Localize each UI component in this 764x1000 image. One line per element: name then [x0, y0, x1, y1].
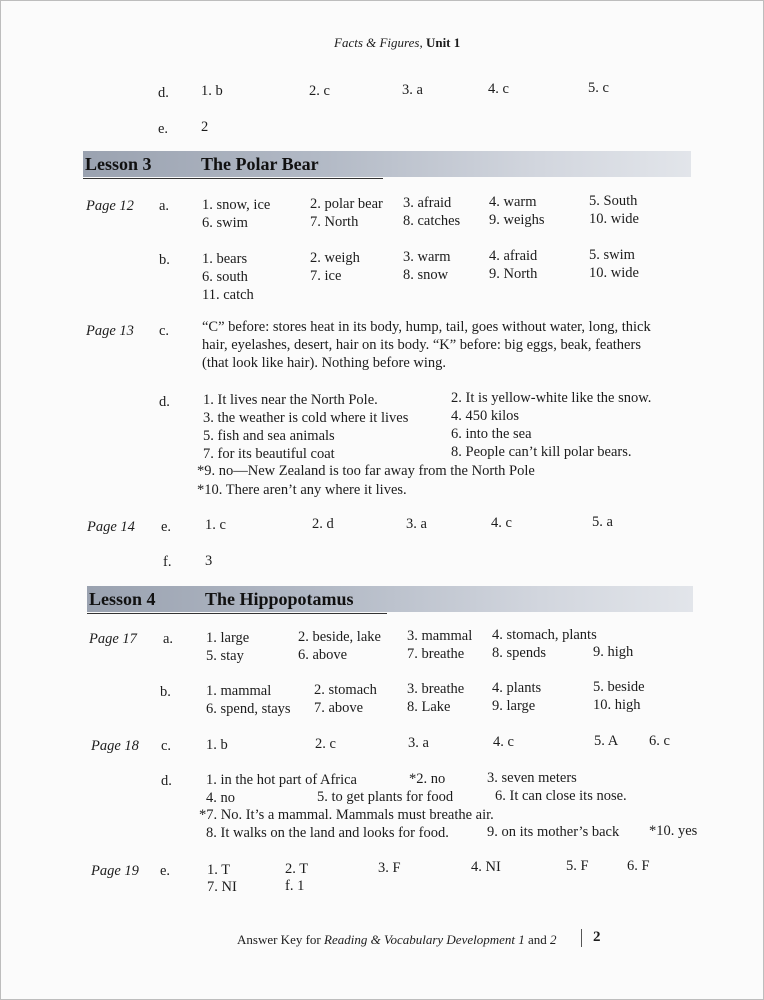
lesson-title: The Hippopotamus [205, 589, 354, 609]
answer: *10. There aren’t any where it lives. [197, 482, 407, 498]
running-header [334, 35, 460, 51]
answer: 3. breathe [407, 681, 465, 697]
footer-credit [237, 932, 557, 948]
answer: 2 [201, 119, 209, 135]
answer: 2. stomach [314, 682, 377, 698]
banner-underline [83, 178, 383, 179]
answer: 6. It can close its nose. [495, 788, 627, 804]
item-label-d: d. [159, 394, 170, 410]
answer: 2. polar bear [310, 196, 383, 212]
item-label-e: e. [160, 863, 171, 879]
page-reference: Page 12 [86, 198, 134, 214]
answer: 3. warm [403, 249, 451, 265]
answer: 6. F [627, 858, 650, 874]
item-label-b: b. [160, 684, 171, 700]
answer: 3. seven meters [487, 770, 577, 786]
item-label-a: a. [163, 631, 174, 647]
answer: 4. no [206, 790, 235, 806]
answer: *10. yes [649, 823, 698, 839]
item-label-a: a. [159, 198, 170, 214]
lesson-title: The Polar Bear [201, 154, 319, 174]
answer: 2. d [312, 516, 334, 532]
item-label-d: d. [158, 85, 169, 101]
lesson-number: Lesson 4 [89, 589, 156, 609]
item-label-f: f. [163, 554, 172, 570]
answer: 2. beside, lake [298, 629, 381, 645]
answer: 4. c [493, 734, 514, 750]
answer: 1. snow, ice [202, 197, 271, 213]
answer: 11. catch [202, 287, 254, 303]
answer: 3. mammal [407, 628, 473, 644]
answer: 6. spend, stays [206, 701, 291, 717]
answer: 8. Lake [407, 699, 451, 715]
answer: 7. NI [207, 879, 237, 895]
answer: 5. South [589, 193, 638, 209]
answer: 7. ice [310, 268, 342, 284]
answer: *9. no—New Zealand is too far away from the North Pole [197, 463, 535, 479]
answer: f. 1 [285, 878, 305, 894]
answer: 5. F [566, 858, 589, 874]
answer: 2. c [315, 736, 336, 752]
answer: 9. high [593, 644, 634, 660]
answer: 5. swim [589, 247, 635, 263]
answer: 6. above [298, 647, 348, 663]
answer: 8. spends [492, 645, 546, 661]
answer: 5. to get plants for food [317, 789, 454, 805]
answer: 3. a [402, 82, 423, 98]
lesson-number: Lesson 3 [85, 154, 152, 174]
answer: 8. People can’t kill polar bears. [451, 444, 632, 460]
item-label-c: c. [159, 323, 170, 339]
banner-underline [87, 613, 387, 614]
answer: *2. no [409, 771, 446, 787]
answer: 3. F [378, 860, 401, 876]
answer: 1. in the hot part of Africa [206, 772, 357, 788]
footer-and: and [524, 932, 551, 947]
answer: 6. south [202, 269, 248, 285]
page-reference: Page 19 [91, 863, 139, 879]
item-label-b: b. [159, 252, 170, 268]
footer-book-title: Reading & Vocabulary Development 1 [324, 932, 525, 947]
answer: 2. weigh [310, 250, 360, 266]
answer: 2. T [285, 861, 309, 877]
answer: 8. It walks on the land and looks for food. [206, 825, 449, 841]
answer: 5. beside [593, 679, 645, 695]
answer: 5. stay [206, 648, 244, 664]
item-label-d: d. [161, 773, 172, 789]
answer: 4. stomach, plants [492, 627, 597, 643]
answer: 1. b [206, 737, 228, 753]
answer: 4. c [491, 515, 512, 531]
answer: 3. afraid [403, 195, 452, 211]
answer: 8. catches [403, 213, 461, 229]
answer: 7. for its beautiful coat [203, 446, 335, 462]
answer-text-line: hair, eyelashes, desert, hair on its body. “K” before: big eggs, beak, feathers [202, 337, 641, 353]
answer: *7. No. It’s a mammal. Mammals must breathe air. [199, 807, 494, 823]
answer: 5. c [588, 80, 609, 96]
lesson-3-banner [83, 151, 691, 177]
answer: 1. It lives near the North Pole. [203, 392, 378, 408]
page-reference: Page 14 [87, 519, 135, 535]
footer-two: 2 [550, 932, 557, 947]
answer: 10. wide [589, 211, 639, 227]
page-reference: Page 13 [86, 323, 134, 339]
answer: 1. large [206, 630, 250, 646]
answer: 6. swim [202, 215, 248, 231]
answer: 7. North [310, 214, 359, 230]
item-label-e: e. [161, 519, 172, 535]
answer: 1. bears [202, 251, 248, 267]
lesson-4-banner [87, 586, 693, 612]
answer: 9. on its mother’s back [487, 824, 620, 840]
answer: 4. plants [492, 680, 542, 696]
answer: 8. snow [403, 267, 449, 283]
item-label-e: e. [158, 121, 169, 137]
page-reference: Page 18 [91, 738, 139, 754]
answer: 9. North [489, 266, 538, 282]
book-title: Facts & Figures, [334, 35, 423, 50]
answer: 4. 450 kilos [451, 408, 520, 424]
answer: 6. into the sea [451, 426, 532, 442]
answer: 2. c [309, 83, 330, 99]
item-label-c: c. [161, 738, 172, 754]
answer: 5. a [592, 514, 613, 530]
answer: 9. weighs [489, 212, 545, 228]
unit-label: Unit 1 [425, 35, 461, 50]
page-number: 2 [593, 929, 601, 945]
page-reference: Page 17 [89, 631, 137, 647]
answer: 3. a [406, 516, 427, 532]
answer: 4. afraid [489, 248, 538, 264]
answer: 3. a [408, 735, 429, 751]
answer-text-line: (that look like hair). Nothing before wing. [202, 355, 447, 371]
answer: 9. large [492, 698, 536, 714]
answer: 3 [205, 553, 213, 569]
answer: 10. high [593, 697, 641, 713]
answer: 5. fish and sea animals [203, 428, 335, 444]
answer: 1. b [201, 83, 223, 99]
answer: 1. T [207, 862, 231, 878]
answer: 7. breathe [407, 646, 465, 662]
answer: 4. warm [489, 194, 537, 210]
answer: 4. NI [471, 859, 501, 875]
answer: 6. c [649, 733, 670, 749]
answer: 1. mammal [206, 683, 272, 699]
footer-prefix: Answer Key for [237, 932, 325, 947]
answer-text-line: “C” before: stores heat in its body, hump, tail, goes without water, long, thick [202, 319, 651, 335]
answer: 1. c [205, 517, 226, 533]
answer: 3. the weather is cold where it lives [203, 410, 409, 426]
answer: 4. c [488, 81, 509, 97]
answer: 10. wide [589, 265, 639, 281]
answer: 7. above [314, 700, 364, 716]
answer: 2. It is yellow-white like the snow. [451, 390, 652, 406]
answer: 5. A [594, 733, 619, 749]
footer-divider [581, 929, 582, 947]
